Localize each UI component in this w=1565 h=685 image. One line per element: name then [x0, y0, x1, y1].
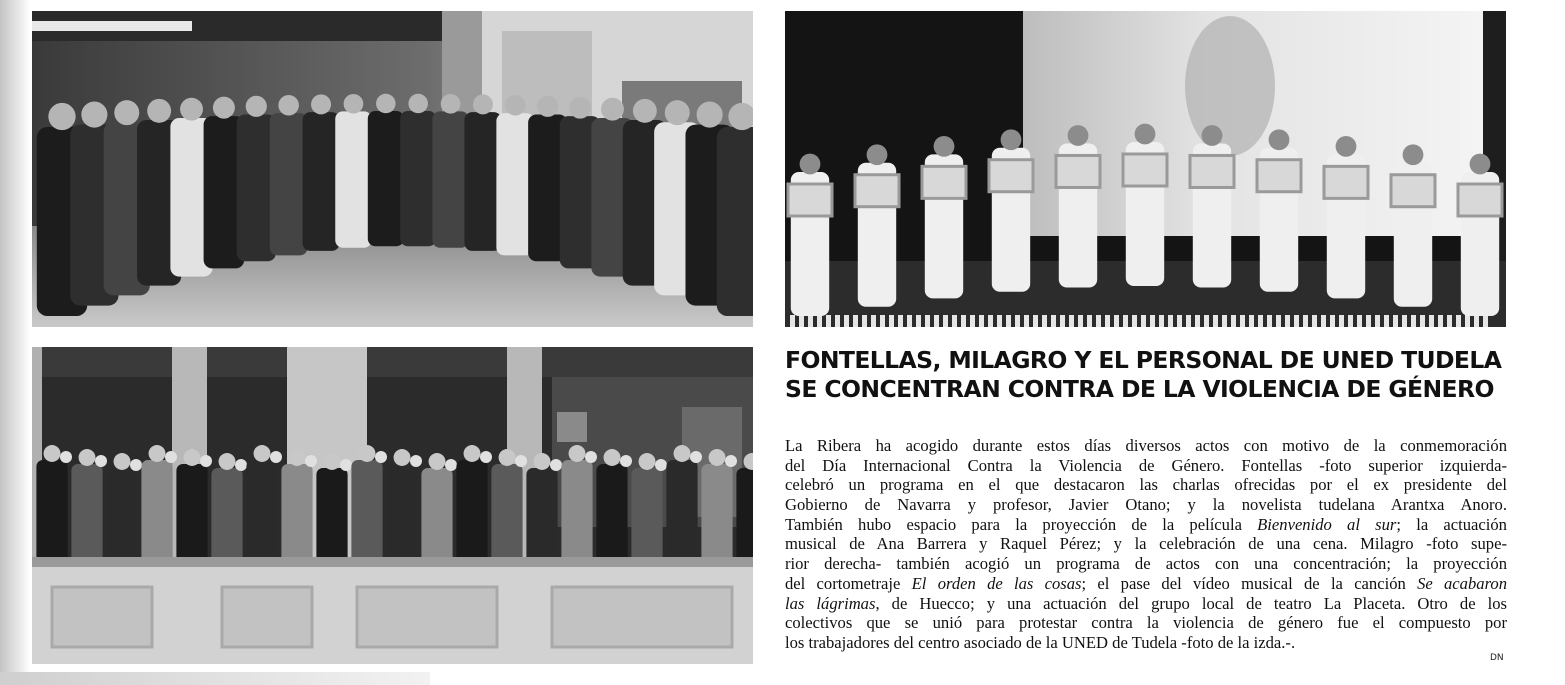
article-line [785, 515, 1507, 535]
stage-candle [1285, 315, 1290, 327]
stage-candle [1186, 315, 1191, 327]
stage-candle [1042, 315, 1047, 327]
stage-candle [1267, 315, 1272, 327]
milagro-participant [1327, 136, 1365, 298]
photo-milagro-stage [785, 11, 1506, 327]
milagro-participant [992, 129, 1030, 291]
article-line [785, 554, 1507, 574]
article-text: ; la actuación [1396, 514, 1507, 534]
protest-sign [1123, 154, 1167, 186]
headline-line-2: SE CONCENTRAN CONTRA DE LA VIOLENCIA DE GÉNERO [785, 375, 1494, 403]
stage-candle [871, 315, 876, 327]
stage-candle [862, 315, 867, 327]
stage-candle [1177, 315, 1182, 327]
stage-candle [1303, 315, 1308, 327]
stage-candle [1132, 315, 1137, 327]
stage-candle [1456, 315, 1461, 327]
stage-candle [1195, 315, 1200, 327]
article-text: musical de Ana Barrera y Raquel Pérez; y la celebración de una cena. Milagro -foto supe- [785, 534, 1507, 554]
stage-candle [1294, 315, 1299, 327]
raised-hand [445, 459, 457, 471]
stage-candle [1114, 315, 1119, 327]
stage-candle [844, 315, 849, 327]
stage-candle [943, 315, 948, 327]
protest-sign [1257, 160, 1301, 192]
stage-candle [1141, 315, 1146, 327]
raised-hand [585, 451, 597, 463]
stage-candle [1474, 315, 1479, 327]
stage-candle [925, 315, 930, 327]
stage-candle [1384, 315, 1389, 327]
stage-candle [880, 315, 885, 327]
protest-sign [788, 184, 832, 216]
article-text: rior derecha- también acogió un programa de actos con una concentración; la proyección [785, 554, 1507, 574]
article-text: del Día Internacional Contra la Violencia de Género. Fontellas -foto superior izquierda- [785, 455, 1507, 475]
article-text: La Ribera ha acogido durante estos días diversos actos con motivo de la conmemoración [785, 436, 1507, 455]
stage-candle [934, 315, 939, 327]
fontellas-attendee [335, 94, 371, 248]
stage-candle [1222, 315, 1227, 327]
stage-candle [1429, 315, 1434, 327]
stage-candle [916, 315, 921, 327]
stage-candle [1312, 315, 1317, 327]
article-line [785, 495, 1507, 515]
stage-candle [1213, 315, 1218, 327]
stage-candle [1483, 315, 1488, 327]
stage-candle [1258, 315, 1263, 327]
protest-sign [1458, 184, 1502, 216]
byline: DN [1490, 653, 1504, 663]
raised-hand [165, 451, 177, 463]
protest-sign [1324, 166, 1368, 198]
stage-candle [1051, 315, 1056, 327]
article-line [785, 475, 1507, 495]
milagro-participant [1461, 154, 1499, 316]
article-line [785, 436, 1507, 456]
page-edge-shadow [0, 0, 30, 685]
stage-candle [1348, 315, 1353, 327]
stage-candle [817, 315, 822, 327]
page-bottom-strip [0, 672, 430, 685]
milagro-participant [1193, 125, 1231, 287]
stage-candle [1357, 315, 1362, 327]
stage-candle [1420, 315, 1425, 327]
raised-hand [725, 455, 737, 467]
article-text: ; el pase del vídeo musical de la canción [1081, 573, 1418, 593]
article-text: Gobierno de Navarra y profesor, Javier Otano; y la novelista tudelana Arantxa Anoro. [785, 495, 1507, 515]
raised-hand [200, 455, 212, 467]
stage-candle [1375, 315, 1380, 327]
stage-candle [1096, 315, 1101, 327]
article-text: celebró un programa en el que destacaron las charlas ofrecidas por el ex presidente del [785, 475, 1507, 495]
milagro-participant [858, 144, 896, 306]
article-italic-title: El orden de las cosas [911, 573, 1082, 593]
fontellas-attendee [303, 94, 340, 250]
photo-fontellas-group [32, 11, 753, 327]
milagro-participant [1260, 129, 1298, 291]
stage-candle [1276, 315, 1281, 327]
stage-candle [898, 315, 903, 327]
raised-hand [375, 451, 387, 463]
stage-candle [1240, 315, 1245, 327]
stage-candle [1015, 315, 1020, 327]
stage-candle [1078, 315, 1083, 327]
raised-hand [515, 455, 527, 467]
stage-candle [1465, 315, 1470, 327]
raised-hand [305, 455, 317, 467]
fontellas-attendee [270, 95, 308, 255]
article-line [785, 613, 1507, 633]
stage-candle [907, 315, 912, 327]
stage-candle [1411, 315, 1416, 327]
stage-candle [1438, 315, 1443, 327]
stage-candle [835, 315, 840, 327]
raised-hand [95, 455, 107, 467]
article-line [785, 456, 1507, 476]
article-text: También hubo espacio para la proyección de la película [785, 514, 1258, 534]
milagro-participant [925, 136, 963, 298]
headline-line-1: FONTELLAS, MILAGRO Y EL PERSONAL DE UNED TUDELA [785, 346, 1502, 374]
protest-sign [1391, 175, 1435, 207]
protest-sign [855, 175, 899, 207]
article-italic-title: Bienvenido al sur [1257, 514, 1397, 534]
stage-candle [1123, 315, 1128, 327]
milagro-participant [791, 154, 829, 316]
stage-candle [1168, 315, 1173, 327]
raised-hand [270, 451, 282, 463]
article-line [785, 633, 1507, 653]
article-headline [785, 346, 1525, 404]
stage-candle [997, 315, 1002, 327]
stage-candle [1231, 315, 1236, 327]
stage-candle [790, 315, 795, 327]
stage-candle [1321, 315, 1326, 327]
raised-hand [340, 459, 352, 471]
stage-candle [826, 315, 831, 327]
protest-sign [989, 160, 1033, 192]
raised-hand [235, 459, 247, 471]
raised-hand [550, 459, 562, 471]
stage-candle [961, 315, 966, 327]
raised-hand [60, 451, 72, 463]
stage-candle [799, 315, 804, 327]
milagro-participant [1394, 144, 1432, 306]
stage-candle [1006, 315, 1011, 327]
article-text: del cortometraje [785, 573, 912, 593]
fontellas-attendee [717, 103, 753, 316]
article-text: , de Huecco; y una actuación del grupo local de teatro La Placeta. Otro de los [875, 593, 1507, 613]
stage-candle [1393, 315, 1398, 327]
stage-candle [952, 315, 957, 327]
article-line [785, 574, 1507, 594]
raised-hand [410, 455, 422, 467]
article-line [785, 534, 1507, 554]
stage-candle [1024, 315, 1029, 327]
stage-candle [1330, 315, 1335, 327]
stage-candle [970, 315, 975, 327]
fontellas-attendee [400, 94, 436, 246]
stage-candle [1339, 315, 1344, 327]
article-italic-title: las lágrimas [785, 593, 876, 613]
raised-hand [130, 459, 142, 471]
protest-sign [1190, 155, 1234, 187]
stage-candle [853, 315, 858, 327]
stage-candle [889, 315, 894, 327]
stage-candle [1204, 315, 1209, 327]
stage-candle [1447, 315, 1452, 327]
stage-candle [1105, 315, 1110, 327]
milagro-participant [1059, 125, 1097, 287]
fontellas-attendee [368, 94, 404, 246]
stage-candle [1159, 315, 1164, 327]
raised-hand [620, 455, 632, 467]
stage-candle [988, 315, 993, 327]
article-text: colectivos que se unió para protestar contra la violencia de género fue el compuesto por [785, 613, 1507, 633]
article-body [785, 436, 1507, 653]
raised-hand [655, 459, 667, 471]
protest-sign [1056, 155, 1100, 187]
milagro-participant [1126, 124, 1164, 286]
stage-candle [808, 315, 813, 327]
fontellas-attendee [464, 94, 501, 250]
protest-sign [922, 166, 966, 198]
stage-candle [1366, 315, 1371, 327]
article-italic-title: Se acabaron [1417, 573, 1508, 593]
fontellas-attendee [432, 94, 468, 248]
stage-candle [979, 315, 984, 327]
stage-candle [1249, 315, 1254, 327]
stage-candle [1150, 315, 1155, 327]
stage-candle [1033, 315, 1038, 327]
photo-uned-balcony [32, 347, 753, 664]
raised-hand [690, 451, 702, 463]
raised-hand [480, 451, 492, 463]
stage-candle [1402, 315, 1407, 327]
stage-candle [1060, 315, 1065, 327]
stage-candle [1069, 315, 1074, 327]
stage-candle [1087, 315, 1092, 327]
article-line [785, 594, 1507, 614]
article-text: los trabajadores del centro asociado de la UNED de Tudela -foto de la izda.-. [785, 632, 1296, 652]
